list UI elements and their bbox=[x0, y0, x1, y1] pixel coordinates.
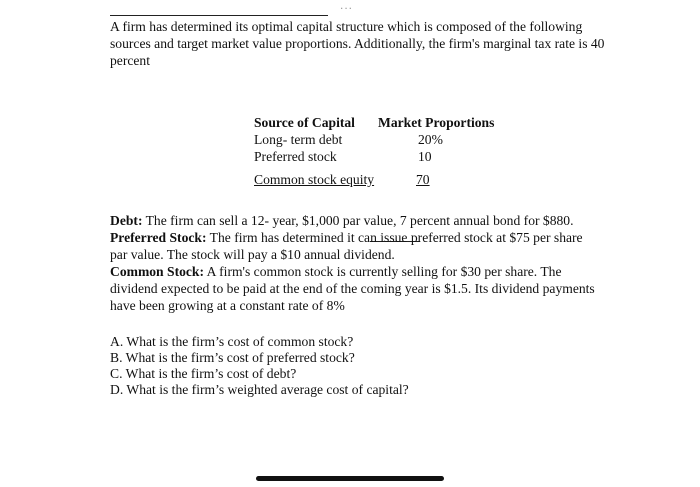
question-item: A. What is the firm’s cost of common stock? bbox=[110, 334, 354, 349]
common-paragraph bbox=[110, 263, 600, 314]
debt-paragraph bbox=[110, 212, 600, 229]
preferred-paragraph bbox=[110, 229, 600, 263]
debt-text: The firm can sell a 12- year, $1,000 par value, 7 percent annual bond for $880. bbox=[142, 213, 574, 228]
row-source: Preferred stock bbox=[254, 149, 337, 164]
intro-paragraph: A firm has determined its optimal capital structure which is composed of the following sources and target market value proportions. Additionally, the firm's marginal tax rate is 40 percent bbox=[110, 19, 605, 68]
top-divider bbox=[110, 15, 328, 16]
table-row bbox=[252, 131, 512, 148]
question-item: C. What is the firm’s cost of debt? bbox=[110, 366, 297, 381]
row-proportion: 10 bbox=[418, 149, 432, 164]
table-row bbox=[252, 148, 512, 165]
questions-list bbox=[110, 334, 600, 398]
preferred-text: The firm has determined it can issue preferred stock at $75 per share par value. The stock will pay a $10 annual dividend. bbox=[110, 230, 583, 262]
home-indicator[interactable] bbox=[256, 476, 444, 481]
common-label: Common Stock: bbox=[110, 264, 205, 279]
problem-details bbox=[110, 212, 600, 314]
row-source: Long- term debt bbox=[254, 132, 343, 147]
column-header-source: Source of Capital bbox=[254, 115, 355, 130]
row-source: Common stock equity bbox=[254, 172, 375, 187]
question-item: B. What is the firm’s cost of preferred stock? bbox=[110, 350, 355, 365]
question-item: D. What is the firm’s weighted average cost of capital? bbox=[110, 382, 409, 397]
column-header-proportion: Market Proportions bbox=[378, 115, 495, 130]
common-text: A firm's common stock is currently selling for $30 per share. The dividend expected to be paid at the end of the coming year is $1.5. Its dividend payments have been growing at a constant rate of 8% bbox=[110, 264, 595, 313]
row-proportion: 70 bbox=[416, 172, 430, 187]
table-row bbox=[252, 171, 512, 188]
debt-label: Debt: bbox=[110, 213, 143, 228]
more-options-icon[interactable]: ... bbox=[340, 0, 354, 12]
row-proportion: 20% bbox=[418, 132, 443, 147]
preferred-label: Preferred Stock: bbox=[110, 230, 207, 245]
